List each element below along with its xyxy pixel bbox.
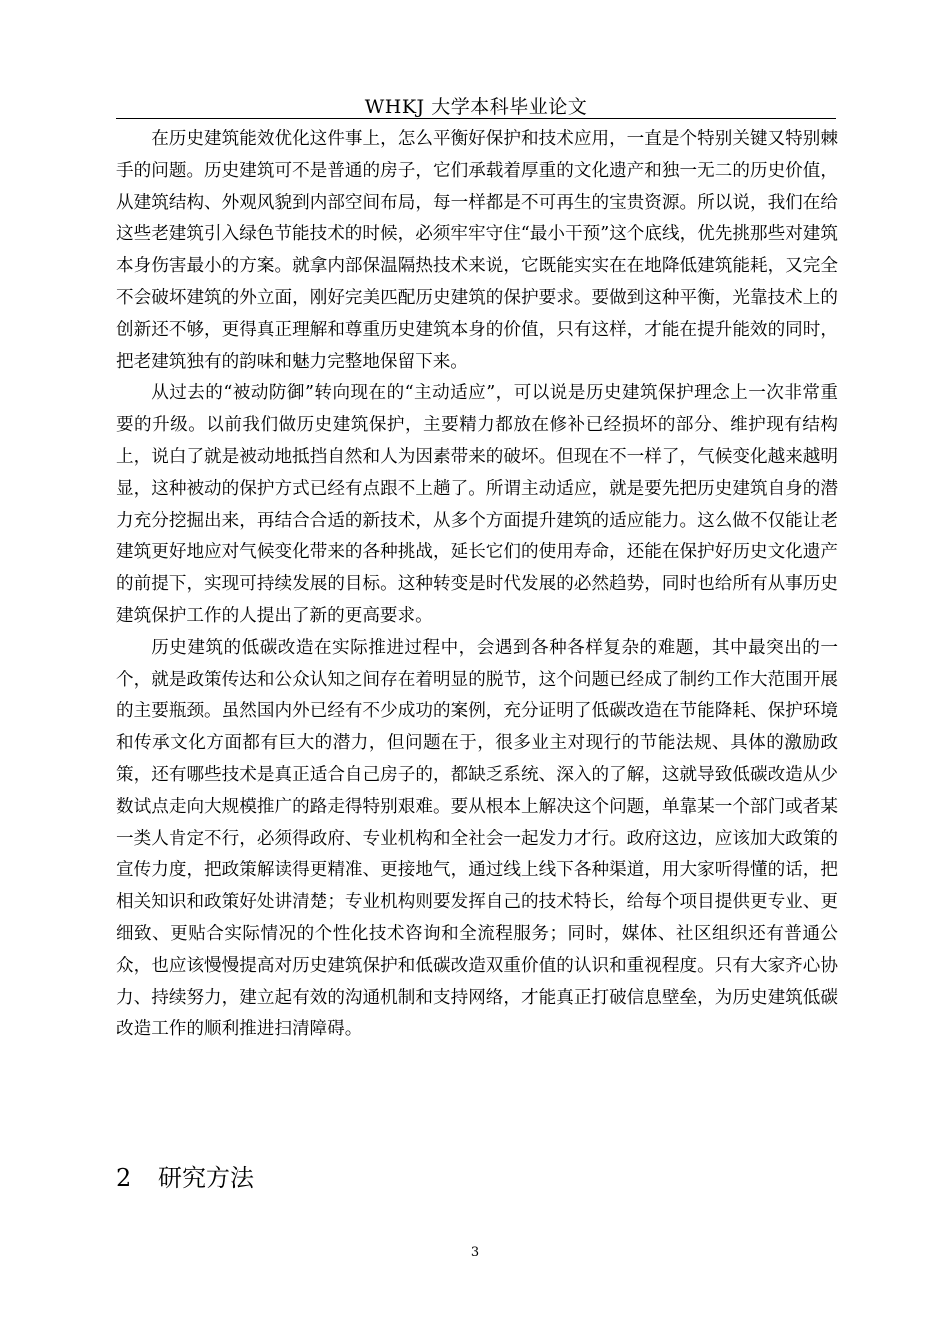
page-number: 3: [470, 1245, 480, 1260]
section-number: 2: [116, 1164, 132, 1192]
page-header-title: WHKJ 大学本科毕业论文: [364, 96, 588, 118]
header-divider: [116, 118, 836, 119]
section-title: 研究方法: [158, 1164, 254, 1192]
body-text: [116, 124, 838, 1046]
paragraph-1: 在历史建筑能效优化这件事上，怎么平衡好保护和技术应用，一直是个特别关键又特别棘手的问题。历史建筑可不是普通的房子，它们承载着厚重的文化遗产和独一无二的历史价值，从建筑结构、外观风貌到内部空间布局，每一样都是不可再生的宝贵资源。所以说，我们在给这些老建筑引入绿色节能技术的时候，必须牢牢守住“最小干预”这个底线，优先挑那些对建筑本身伤害最小的方案。就拿内部保温隔热技术来说，它既能实实在在地降低建筑能耗，又完全不会破坏建筑的外立面，刚好完美匹配历史建筑的保护要求。要做到这种平衡，光靠技术上的创新还不够，更得真正理解和尊重历史建筑本身的价值，只有这样，才能在提升能效的同时，把老建筑独有的韵味和魅力完整地保留下来。: [116, 129, 838, 372]
paragraph-2: 从过去的“被动防御”转向现在的“主动适应”，可以说是历史建筑保护理念上一次非常重要的升级。以前我们做历史建筑保护，主要精力都放在修补已经损坏的部分、维护现有结构上，说白了就是被动地抵挡自然和人为因素带来的破坏。但现在不一样了，气候变化越来越明显，这种被动的保护方式已经有点跟不上趟了。所谓主动适应，就是要先把历史建筑自身的潜力充分挖掘出来，再结合合适的新技术，从多个方面提升建筑的适应能力。这么做不仅能让老建筑更好地应对气候变化带来的各种挑战，延长它们的使用寿命，还能在保护好历史文化遗产的前提下，实现可持续发展的目标。这种转变是时代发展的必然趋势，同时也给所有从事历史建筑保护工作的人提出了新的更高要求。: [116, 383, 838, 626]
paragraph-3: 历史建筑的低碳改造在实际推进过程中，会遇到各种各样复杂的难题，其中最突出的一个，就是政策传达和公众认知之间存在着明显的脱节，这个问题已经成了制约工作大范围开展的主要瓶颈。虽然国内外已经有不少成功的案例，充分证明了低碳改造在节能降耗、保护环境和传承文化方面都有巨大的潜力，但问题在于，很多业主对现行的节能法规、具体的激励政策，还有哪些技术是真正适合自己房子的，都缺乏系统、深入的了解，这就导致低碳改造从少数试点走向大规模推广的路走得特别艰难。要从根本上解决这个问题，单靠某一个部门或者某一类人肯定不行，必须得政府、专业机构和全社会一起发力才行。政府这边，应该加大政策的宣传力度，把政策解读得更精准、更接地气，通过线上线下各种渠道，用大家听得懂的话，把相关知识和政策好处讲清楚；专业机构则要发挥自己的技术特长，给每个项目提供更专业、更细致、更贴合实际情况的个性化技术咨询和全流程服务；同时，媒体、社区组织还有普通公众，也应该慢慢提高对历史建筑保护和低碳改造双重价值的认识和重视程度。只有大家齐心协力、持续努力，建立起有效的沟通机制和支持网络，才能真正打破信息壁垒，为历史建筑低碳改造工作的顺利推进扫清障碍。: [116, 637, 838, 1040]
section-heading: [116, 1158, 254, 1193]
